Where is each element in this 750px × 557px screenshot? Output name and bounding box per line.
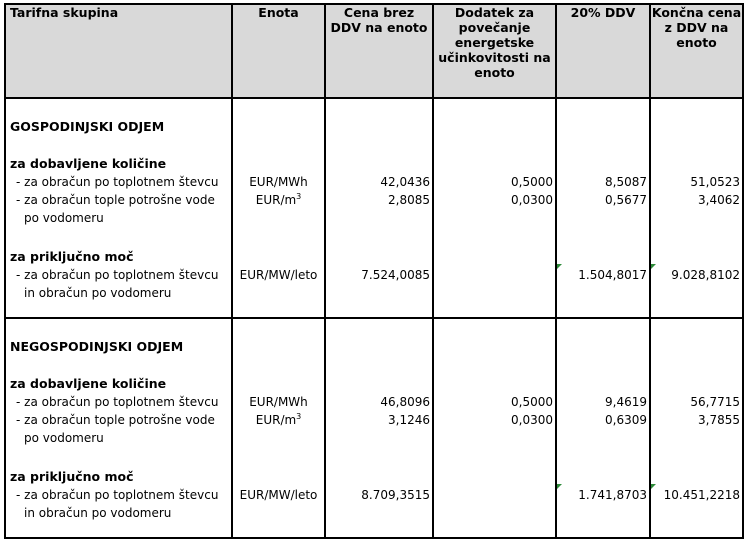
- value: 42,0436: [380, 175, 430, 189]
- value: 56,7715: [690, 395, 740, 409]
- header-dodatek-line3: energetske: [454, 35, 535, 50]
- cena-cell: [325, 318, 433, 538]
- value: 0,6309: [605, 413, 647, 427]
- header-ddv: 20% DDV: [556, 4, 650, 98]
- header-row: [5, 4, 743, 98]
- value: 8.709,3515: [361, 488, 430, 502]
- value: 0,0300: [511, 193, 553, 207]
- unit-text: EUR/m: [255, 413, 297, 427]
- label-cell: [5, 98, 232, 318]
- value: 3,7855: [698, 413, 740, 427]
- dodatek-cell: [433, 318, 556, 538]
- tariff-table: [4, 3, 744, 539]
- value: 0,0300: [511, 413, 553, 427]
- header-cena-line2: DDV na enoto: [330, 20, 428, 35]
- unit-sup: 3: [296, 412, 302, 421]
- dodatek-cell: [433, 98, 556, 318]
- ddv-cell: [556, 98, 650, 318]
- value: 1.504,8017: [578, 268, 647, 282]
- value: 3,1246: [388, 413, 430, 427]
- header-cena-line1: Cena brez: [343, 5, 415, 20]
- unit-cell: [232, 98, 325, 318]
- header-koncna-line2: z DDV na: [664, 20, 729, 35]
- header-cena-brez-ddv: [325, 4, 433, 98]
- ddv-cell: [556, 318, 650, 538]
- value: 0,5677: [605, 193, 647, 207]
- row-label: - za obračun po toplotnem števcu: [16, 175, 219, 189]
- row-label-cont: in obračun po vodomeru: [24, 506, 172, 520]
- koncna-cell: [650, 98, 743, 318]
- header-enota: Enota: [232, 4, 325, 98]
- section-negospodinjski: [5, 318, 743, 538]
- value: 46,8096: [380, 395, 430, 409]
- unit: EUR/MWh: [249, 175, 308, 189]
- koncna-cell: [650, 318, 743, 538]
- header-dodatek-line4: učinkovitosti na: [438, 50, 551, 65]
- row-label-cont: po vodomeru: [24, 431, 104, 445]
- unit: [233, 191, 324, 209]
- unit: EUR/MW/leto: [239, 488, 318, 502]
- cena-cell: [325, 98, 433, 318]
- section-gospodinjski: [5, 98, 743, 318]
- section-title: NEGOSPODINJSKI ODJEM: [10, 339, 184, 354]
- value: 0,5000: [511, 395, 553, 409]
- group-title: za dobavljene količine: [10, 156, 167, 171]
- unit: EUR/MWh: [249, 395, 308, 409]
- header-dodatek: [433, 4, 556, 98]
- value: 2,8085: [388, 193, 430, 207]
- unit-cell: [232, 318, 325, 538]
- value: 51,0523: [690, 175, 740, 189]
- row-label: - za obračun tople potrošne vode: [16, 193, 215, 207]
- header-koncna-line3: enoto: [676, 35, 717, 50]
- value: 10.451,2218: [663, 488, 740, 502]
- value: 0,5000: [511, 175, 553, 189]
- header-dodatek-line2: povečanje: [458, 20, 531, 35]
- unit-text: EUR/m: [255, 193, 297, 207]
- unit: [233, 411, 324, 429]
- value: 9,4619: [605, 395, 647, 409]
- group-title: za dobavljene količine: [10, 376, 167, 391]
- row-label: - za obračun po toplotnem števcu: [16, 395, 219, 409]
- unit-sup: 3: [296, 192, 302, 201]
- row-label-cont: in obračun po vodomeru: [24, 286, 172, 300]
- value: 7.524,0085: [361, 268, 430, 282]
- group-title: za priključno moč: [10, 249, 134, 264]
- value: 3,4062: [698, 193, 740, 207]
- header-dodatek-line1: Dodatek za: [454, 5, 535, 20]
- group-title: za priključno moč: [10, 469, 134, 484]
- row-label: - za obračun po toplotnem števcu: [16, 488, 219, 502]
- section-title: GOSPODINJSKI ODJEM: [10, 119, 165, 134]
- label-cell: [5, 318, 232, 538]
- row-label-cont: po vodomeru: [24, 211, 104, 225]
- header-koncna-cena: [650, 4, 743, 98]
- value: 8,5087: [605, 175, 647, 189]
- header-tarifna-skupina: Tarifna skupina: [5, 4, 232, 98]
- header-koncna-line1: Končna cena: [651, 5, 742, 20]
- row-label: - za obračun po toplotnem števcu: [16, 268, 219, 282]
- unit: EUR/MW/leto: [239, 268, 318, 282]
- value: 1.741,8703: [578, 488, 647, 502]
- value: 9.028,8102: [671, 268, 740, 282]
- row-label: - za obračun tople potrošne vode: [16, 413, 215, 427]
- header-dodatek-line5: enoto: [474, 65, 515, 80]
